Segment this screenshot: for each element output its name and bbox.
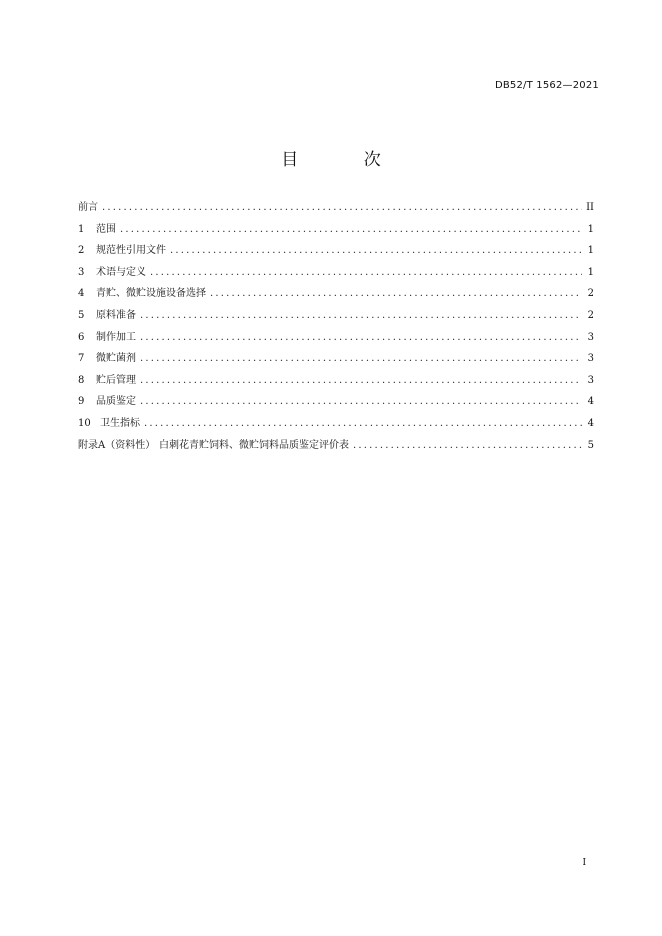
- toc-entry-appendix-a[interactable]: [78, 436, 594, 458]
- toc-leader-dots: [170, 245, 582, 256]
- toc-entry-label: 青贮、微贮设施设备选择: [96, 288, 206, 300]
- toc-entry-3[interactable]: [78, 263, 594, 285]
- toc-entry-10[interactable]: [78, 414, 594, 436]
- toc-entry-number: 4: [78, 288, 85, 300]
- toc-entry-page: 5: [587, 439, 594, 451]
- toc-entry-page: 4: [587, 417, 594, 429]
- toc-leader-dots: [140, 375, 582, 386]
- toc-entry-number: 7: [78, 353, 85, 365]
- toc-leader-dots: [210, 288, 582, 299]
- toc-entry-page: 3: [587, 353, 594, 365]
- toc-entry-label: 前言: [78, 202, 98, 213]
- appendix-prefix: 附录A（资料性）: [78, 439, 156, 451]
- toc-leader-dots: [140, 353, 582, 364]
- toc-entry-page: 1: [587, 266, 594, 278]
- toc-entry-foreword[interactable]: [78, 198, 594, 220]
- toc-entry-number: 1: [78, 223, 85, 235]
- toc-entry-6[interactable]: [78, 328, 594, 350]
- page-number: I: [582, 858, 586, 868]
- toc-entry-9[interactable]: [78, 392, 594, 414]
- toc-entry-number: 10: [78, 417, 91, 429]
- toc-entry-label: 原料准备: [96, 309, 136, 321]
- appendix-label: 白刺花青贮饲料、微贮饲料品质鉴定评价表: [158, 439, 349, 451]
- toc-leader-dots: [102, 202, 582, 213]
- toc-leader-dots: [140, 332, 582, 343]
- toc-leader-dots: [144, 418, 582, 429]
- toc-leader-dots: [120, 224, 582, 235]
- toc-entry-number: 8: [78, 374, 85, 386]
- toc-entry-page: 1: [587, 223, 594, 235]
- document-code: DB52/T 1562—2021: [494, 80, 599, 91]
- toc-entry-label: 卫生指标: [100, 417, 140, 429]
- toc-leader-dots: [150, 267, 582, 278]
- toc-leader-dots: [140, 310, 582, 321]
- table-of-contents: [78, 198, 594, 457]
- toc-entry-8[interactable]: [78, 371, 594, 393]
- toc-title: 目 次: [281, 150, 411, 170]
- toc-entry-label: 规范性引用文件: [96, 245, 166, 257]
- toc-entry-page: 1: [587, 245, 594, 257]
- toc-entry-label: 微贮菌剂: [96, 353, 136, 365]
- toc-entry-label: 范围: [96, 223, 116, 235]
- toc-entry-number: 2: [78, 245, 85, 257]
- toc-entry-number: 3: [78, 266, 85, 278]
- toc-leader-dots: [140, 396, 582, 407]
- toc-entry-number: 5: [78, 309, 85, 321]
- toc-entry-label: 术语与定义: [96, 266, 146, 278]
- toc-entry-number: 6: [78, 331, 85, 343]
- toc-entry-page: II: [586, 202, 594, 213]
- toc-entry-page: 3: [587, 374, 594, 386]
- toc-entry-4[interactable]: [78, 284, 594, 306]
- toc-entry-1[interactable]: [78, 220, 594, 242]
- toc-entry-7[interactable]: [78, 349, 594, 371]
- toc-entry-5[interactable]: [78, 306, 594, 328]
- toc-entry-label: 制作加工: [96, 331, 136, 343]
- toc-entry-page: 2: [587, 288, 594, 300]
- toc-entry-page: 4: [587, 396, 594, 408]
- toc-entry-page: 2: [587, 309, 594, 321]
- toc-leader-dots: [353, 440, 582, 451]
- toc-entry-label: 贮后管理: [96, 374, 136, 386]
- toc-entry-label: 品质鉴定: [96, 396, 136, 408]
- toc-entry-number: 9: [78, 396, 85, 408]
- toc-entry-page: 3: [587, 331, 594, 343]
- toc-entry-2[interactable]: [78, 241, 594, 263]
